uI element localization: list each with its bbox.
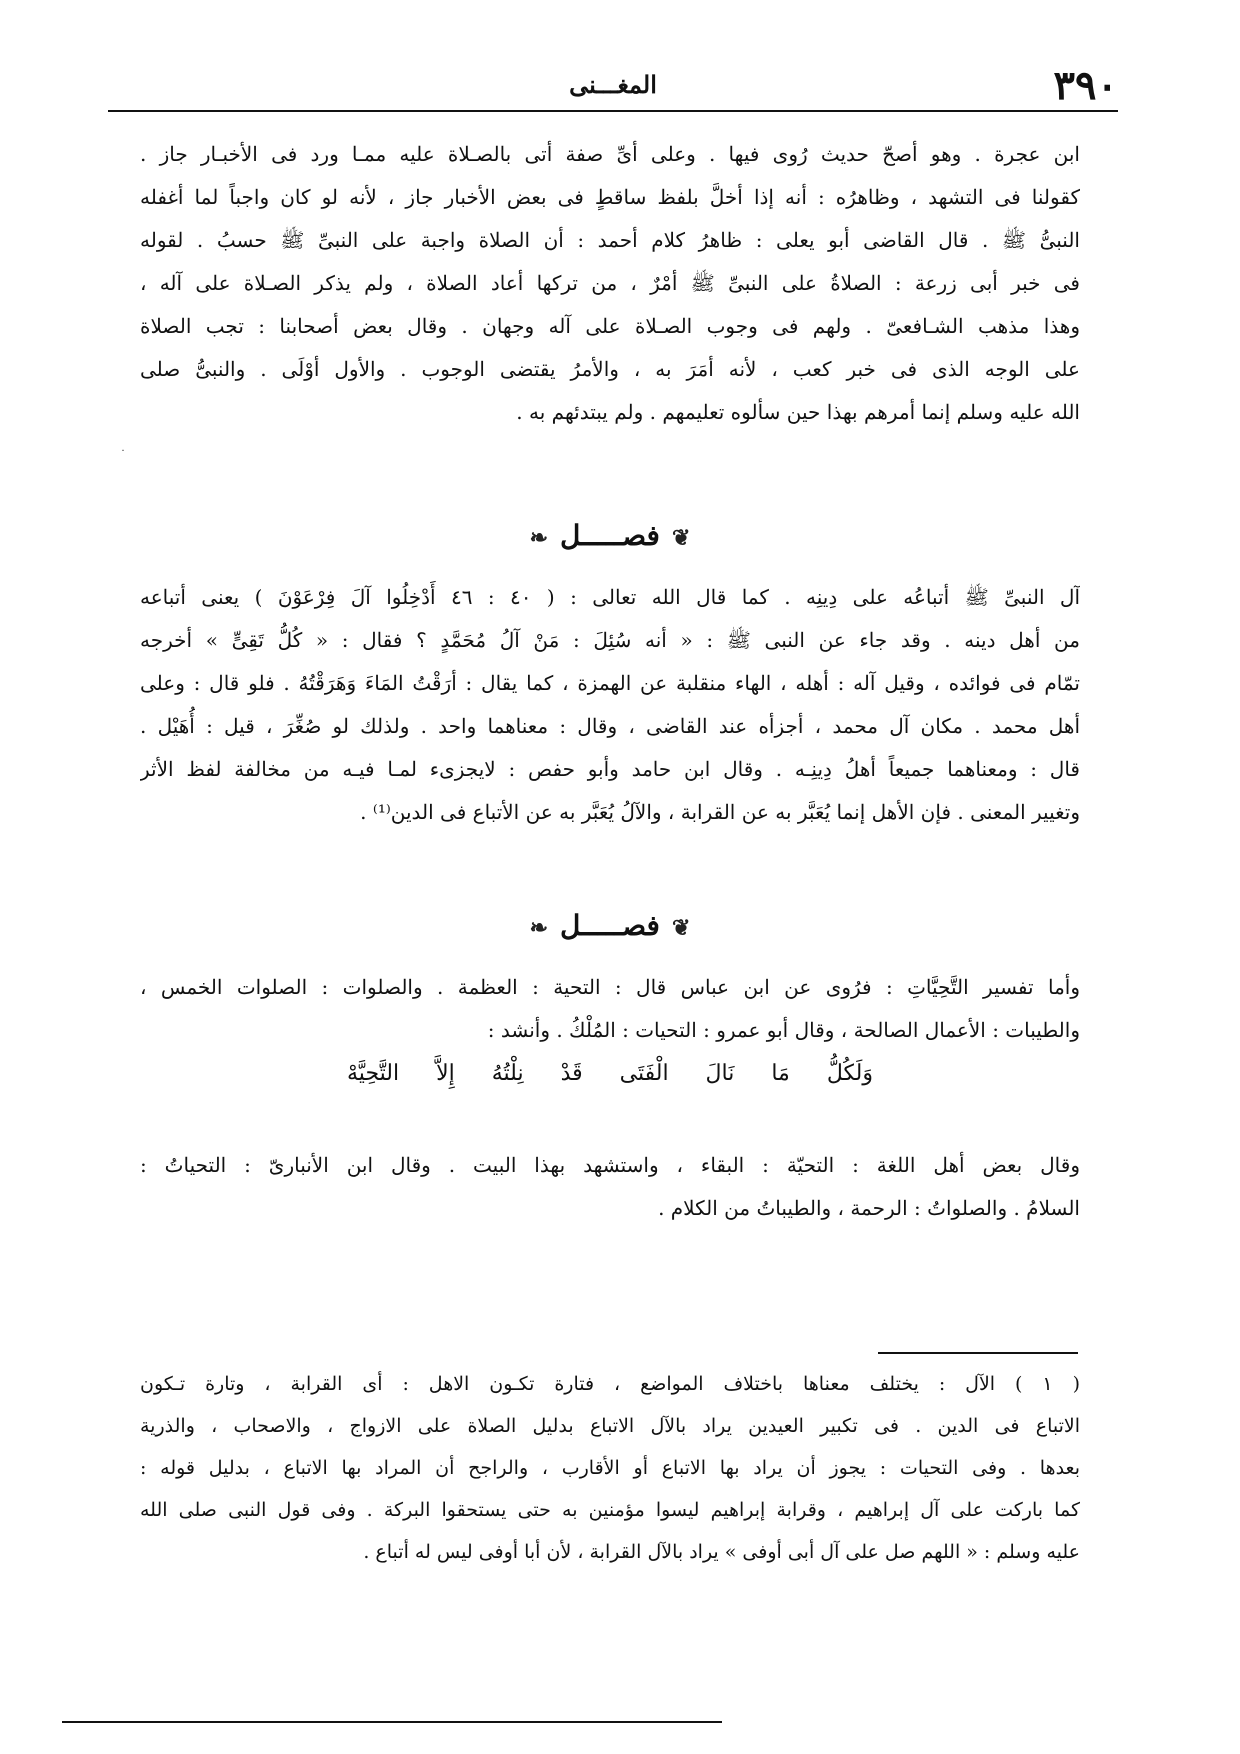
section-heading <box>140 512 1080 560</box>
text-line: الله عليه وسلم إنما أمرهم بهذا حين سألوه تعليمهم . ولم يبتدئهم به . <box>516 400 1080 424</box>
section-heading <box>140 902 1080 950</box>
section-heading-label: فصـــــل <box>560 519 660 552</box>
text-line: والطيبات : الأعمال الصالحة ، وقال أبو عمرو : التحيات : المُلْكُ . وأنشد : <box>487 1018 1080 1042</box>
footnote-line: كما باركت على آل إبراهيم ، وقرابة إبراهيم ليسوا مؤمنين به حتى يستحقوا البركة . وفى قول النبى صلى الله <box>140 1499 1080 1521</box>
intro-paragraph <box>140 133 1080 434</box>
ornament-icon: ❧ <box>529 915 549 941</box>
text-line: وأما تفسير التَّحِيَّاتِ : فرُوى عن ابن عباس قال : التحية : العظمة . والصلوات : الصلوات الخمس ، <box>140 975 1080 999</box>
text-line: قال : ومعناهما جميعاً أهلُ دِينِـه . وقال ابن حامد وأبو حفص : لايجزىء لمـا فيـه من مخالفة لفظ الأثر <box>140 757 1080 781</box>
footnote-line: بعدها . وفى التحيات : يجوز أن يراد بها الاتباع أو الأقارب ، والراجح أن المراد بها الاتباع ، بدليل قوله : <box>140 1457 1080 1479</box>
text-line: وتغيير المعنى . فإن الأهل إنما يُعَبَّر به عن القرابة ، والآلُ يُعَبَّر به عن الأتباع فى الدين⁽¹⁾ . <box>360 800 1080 824</box>
text-line: النبىُّ ﷺ . قال القاضى أبو يعلى : ظاهرُ كلام أحمد : أن الصلاة واجبة على النبىِّ ﷺ حسبُ . لقوله <box>140 228 1080 252</box>
text-line: وهذا مذهب الشـافعىّ . ولهم فى وجوب الصـلاة على آله وجهان . وقال بعض أصحابنا : تجب الصلاة <box>140 314 1080 338</box>
section-1-paragraph <box>140 576 1080 834</box>
text-line: ابن عجرة . وهو أصحّ حديث رُوى فيها . وعلى أىِّ صفة أتى بالصـلاة عليه ممـا ورد فى الأخبـار جاز . <box>140 142 1080 166</box>
section-2-continuation <box>140 1144 1080 1230</box>
text-line: آل النبىِّ ﷺ أتباعُه على دِينِه . كما قال الله تعالى : ( ٤٠ : ٤٦ أَدْخِلُوا آلَ فِرْعَوْنَ ) يعنى أتباعه <box>140 585 1080 609</box>
running-title: المغـــنى <box>569 70 657 99</box>
section-2-paragraph <box>140 966 1080 1052</box>
footnote-line: ( ١ ) الآل : يختلف معناها باختلاف المواضع ، فتارة تكـون الاهل : أى القرابة ، وتارة تـكون <box>140 1373 1080 1395</box>
poetry-verse: وَلَكُلُّ مَا نَالَ الْفَتَى قَدْ نِلْتُهُ إِلاَّ التَّحِيَّهْ <box>347 1061 873 1086</box>
text-line: تمّام فى فوائده ، وقيل آله : أهله ، الهاء منقلبة عن الهمزة ، كما يقال : أرَقْتُ المَاءَ وَهَرَقْتُهُ . فلو قال : وعلى <box>140 671 1080 695</box>
text-line: وقال بعض أهل اللغة : التحيّة : البقاء ، واستشهد بهذا البيت . وقال ابن الأنبارىّ : التحياتُ : <box>140 1153 1080 1177</box>
text-line: أهل محمد . مكان آل محمد ، أجزأه عند القاضى ، وقال : معناهما واحد . ولذلك لو صُغِّرَ ، قيل : أُهَيْل . <box>140 714 1080 738</box>
text-line: على الوجه الذى فى خبر كعب ، لأنه أمَرَ به ، والأمرُ يقتضى الوجوب . والأول أوْلَى . والنبىُّ صلى <box>140 357 1080 381</box>
header-rule <box>108 110 1118 112</box>
page-number: ٣٩٠ <box>1053 62 1118 109</box>
ornament-icon: ❦ <box>671 915 691 941</box>
footnote-rule <box>878 1352 1078 1354</box>
footnote-line: عليه وسلم : « اللهم صل على آل أبى أوفى » يراد بالآل القرابة ، لأن أبا أوفى ليس له أتباع . <box>363 1541 1080 1563</box>
footnote-line: الاتباع فى الدين . فى تكبير العيدين يراد بالآل الاتباع بدليل الصلاة على الازواج ، والاصحاب ، والذرية <box>140 1415 1080 1437</box>
ornament-icon: ❦ <box>671 525 691 551</box>
text-line: فى خبر أبى زرعة : الصلاةُ على النبىِّ ﷺ أمْرٌ ، من تركها أعاد الصلاة ، ولم يذكر الصـلاة على آله ، <box>140 271 1080 295</box>
ornament-icon: ❧ <box>529 525 549 551</box>
page-header <box>108 62 1118 110</box>
section-heading-label: فصـــــل <box>560 909 660 942</box>
footnote <box>140 1363 1080 1573</box>
text-line: كقولنا فى التشهد ، وظاهرُه : أنه إذا أخلَّ بلفظ ساقطٍ فى بعض الأخبار جاز ، لأنه لو كان واجباً لما أغفله <box>140 185 1080 209</box>
footer-rule <box>62 1721 722 1723</box>
text-line: السلامُ . والصلواتُ : الرحمة ، والطيباتُ من الكلام . <box>658 1196 1080 1220</box>
margin-mark: ˙ <box>120 448 126 462</box>
text-line: من أهل دينه . وقد جاء عن النبى ﷺ : « أنه سُئِلَ : مَنْ آلُ مُحَمَّدٍ ؟ فقال : « كُلُّ تَقِىٍّ » أخرجه <box>140 628 1080 652</box>
